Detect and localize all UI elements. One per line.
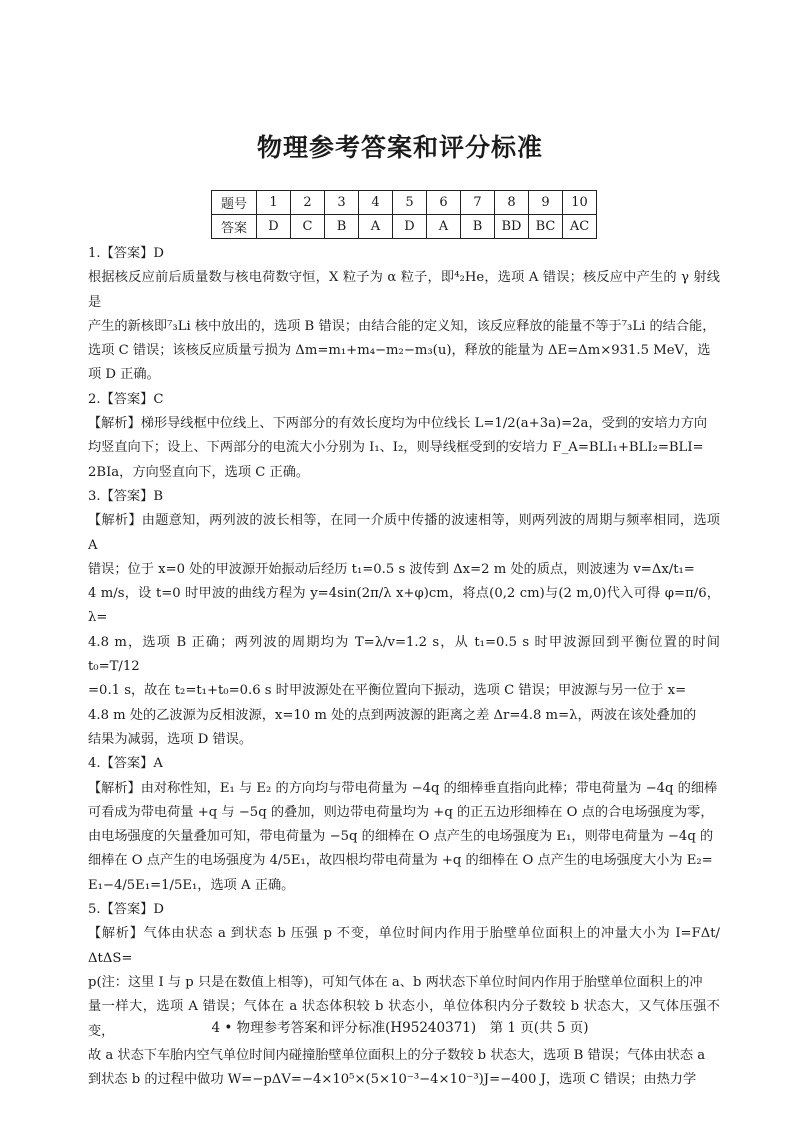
question-number: 9 [529, 191, 563, 215]
solution-line: 【解析】气体由状态 a 到状态 b 压强 p 不变，单位时间内作用于胎壁单位面积上的冲量大小为 I=FΔt/ΔtΔS= [88, 926, 720, 966]
solution-line: 选项 C 错误；该核反应质量亏损为 Δm=m₁+m₄−m₂−m₃(u)，释放的能量为 ΔE=Δm×931.5 MeV，选 [88, 343, 711, 359]
solution-line: 根据核反应前后质量数与核电荷数守恒，X 粒子为 α 粒子，即⁴₂He，选项 A 错误；核反应中产生的 γ 射线是 [88, 270, 720, 310]
question-heading: 3.【答案】B [88, 488, 164, 504]
answer-cell: D [257, 215, 291, 239]
solution-line: 可看成为带电荷量 +q 与 −5q 的叠加，则边带电荷量均为 +q 的正五边形细棒在 O 点的合电场强度为零， [88, 804, 714, 820]
solution-line: 故 a 状态下车胎内空气单位时间内碰撞胎壁单位面积上的分子数较 b 状态大，选项 B 错误；气体由状态 a [88, 1047, 706, 1063]
answer-cell: A [427, 215, 461, 239]
answer-table-number-row [212, 191, 597, 215]
question-number: 8 [495, 191, 529, 215]
question-number: 5 [393, 191, 427, 215]
answer-table-answer-row [212, 215, 597, 239]
solution-line: p(注：这里 I 与 p 只是在数值上相等)，可知气体在 a、b 两状态下单位时间内作用于胎壁单位面积上的冲 [88, 974, 703, 990]
solution-line: 4.8 m，选项 B 正确；两列波的周期均为 T=λ/v=1.2 s，从 t₁=0.5 s 时甲波源回到平衡位置的时间 t₀=T/12 [88, 634, 720, 675]
answer-cell: AC [563, 215, 597, 239]
solution-line: =0.1 s，故在 t₂=t₁+t₀=0.6 s 时甲波源处在平衡位置向下振动，选项 C 错误；甲波源与另一位于 x= [88, 683, 687, 699]
solution-line: 到状态 b 的过程中做功 W=−pΔV=−4×10⁵×(5×10⁻³−4×10⁻³)J=−400 J，选项 C 错误；由热力学 [88, 1072, 697, 1088]
solution-line: 错误；位于 x=0 处的甲波源开始振动后经历 t₁=0.5 s 波传到 Δx=2 m 处的质点，则波速为 v=Δx/t₁= [88, 561, 695, 577]
question-number: 10 [563, 191, 597, 215]
question-number: 1 [257, 191, 291, 215]
solution-line: 【解析】由题意知，两列波的波长相等，在同一介质中传播的波速相等，则两列波的周期与频率相同，选项 A [88, 513, 720, 553]
question-2 [88, 388, 720, 485]
solution-line: 项 D 正确。 [88, 367, 160, 383]
page-title: 物理参考答案和评分标准 [256, 133, 543, 162]
solutions-body [88, 242, 720, 1092]
solution-line: 【解析】由对称性知，E₁ 与 E₂ 的方向均与带电荷量为 −4q 的细棒垂直指向此棒；带电荷量为 −4q 的细棒 [88, 780, 718, 796]
question-heading: 2.【答案】C [88, 391, 164, 407]
solution-line: 【解析】梯形导线框中位线上、下两部分的有效长度均为中位线长 L=1/2(a+3a)=2a，受到的安培力方向 [88, 416, 708, 432]
solution-line: 4.8 m 处的乙波源为反相波源，x=10 m 处的点到两波源的距离之差 Δr=4.8 m=λ，两波在该处叠加的 [88, 707, 697, 723]
question-number: 2 [291, 191, 325, 215]
answer-cell: A [359, 215, 393, 239]
solution-line: 2BIa，方向竖直向下，选项 C 正确。 [88, 464, 310, 480]
solution-line: 结果为减弱，选项 D 错误。 [88, 731, 253, 747]
answer-cell: BC [529, 215, 563, 239]
answer-cell: D [393, 215, 427, 239]
page-footer: 4 • 物理参考答案和评分标准(H95240371) 第 1 页(共 5 页) [211, 1020, 589, 1036]
question-5 [88, 898, 720, 1092]
question-number: 4 [359, 191, 393, 215]
answer-cell: B [325, 215, 359, 239]
solution-line: 由电场强度的矢量叠加可知，带电荷量为 −5q 的细棒在 O 点产生的电场强度为 E₁，则带电荷量为 −4q 的 [88, 829, 714, 845]
table-header-label: 题号 [212, 191, 257, 215]
solution-line: 4 m/s，设 t=0 时甲波的曲线方程为 y=4sin(2π/λ x+φ)cm，将点(0,2 cm)与(2 m,0)代入可得 φ=π/6，λ= [88, 586, 720, 626]
question-number: 6 [427, 191, 461, 215]
question-3 [88, 485, 720, 752]
answer-cell: BD [495, 215, 529, 239]
question-1 [88, 242, 720, 388]
solution-line: 均竖直向下；设上、下两部分的电流大小分别为 I₁、I₂，则导线框受到的安培力 F_A=BLI₁+BLI₂=BLI= [88, 440, 704, 456]
answer-table [211, 190, 597, 239]
solution-line: 产生的新核即⁷₃Li 核中放出的，选项 B 错误；由结合能的定义知，该反应释放的能量不等于⁷₃Li 的结合能， [88, 318, 716, 334]
solution-line: E₁−4/5E₁=1/5E₁，选项 A 正确。 [88, 877, 295, 893]
solution-line: 细棒在 O 点产生的电场强度为 4/5E₁，故四根均带电荷量为 +q 的细棒在 O 点产生的电场强度大小为 E₂= [88, 853, 713, 869]
table-answer-label: 答案 [212, 215, 257, 239]
question-heading: 5.【答案】D [88, 902, 164, 918]
solution-line: 量一样大，选项 A 错误；气体在 a 状态体积较 b 状态小，单位体积内分子数较 b 状态大，又气体压强不变， [88, 999, 720, 1039]
question-heading: 4.【答案】A [88, 756, 163, 772]
question-4 [88, 752, 720, 898]
question-number: 7 [461, 191, 495, 215]
answer-cell: C [291, 215, 325, 239]
question-number: 3 [325, 191, 359, 215]
question-heading: 1.【答案】D [88, 246, 164, 261]
answer-cell: B [461, 215, 495, 239]
